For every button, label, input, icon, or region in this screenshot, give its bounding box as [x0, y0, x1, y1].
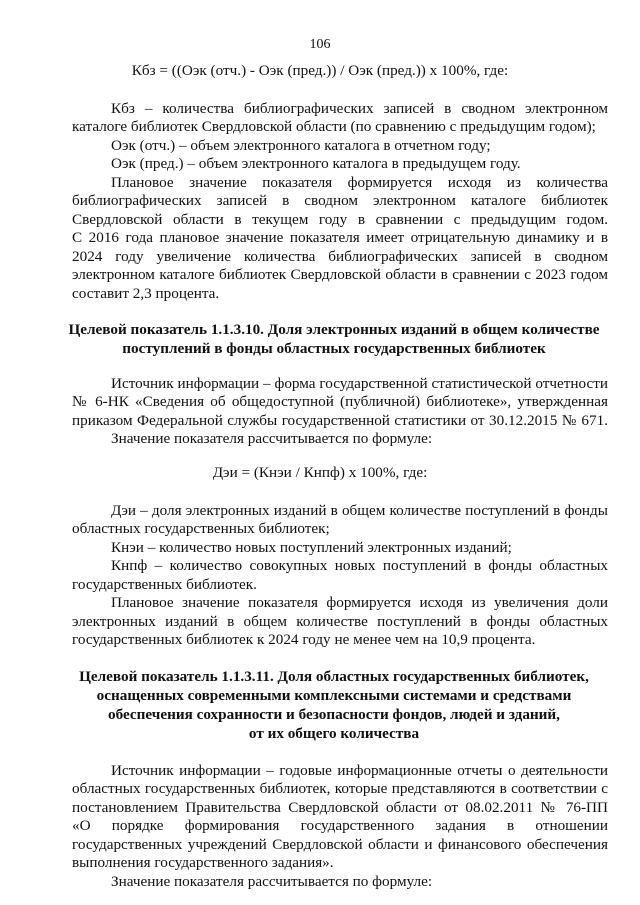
- text-line: областных государственных библиотек, которые представляются в соответствии с: [72, 780, 608, 797]
- text-line: Свердловской области в текущем году в сравнении с предыдущим годом.: [72, 211, 608, 228]
- text-line: приказом Федеральной службы государственной статистики от 30.12.2015 № 671.: [72, 412, 608, 429]
- text-line: 2024 году увеличение количества библиографических записей в сводном: [72, 248, 608, 265]
- text-line: областных государственных библиотек;: [72, 520, 330, 537]
- text-line: каталоге библиотек Свердловской области (по сравнению с предыдущим годом);: [72, 118, 596, 135]
- heading-line: Целевой показатель 1.1.3.10. Доля электронных изданий в общем количестве: [68, 321, 600, 338]
- text-line: выполнения государственного задания».: [72, 854, 334, 871]
- page-number: 106: [309, 37, 331, 52]
- section-heading: [60, 667, 608, 743]
- heading-line: поступлений в фонды областных государственных библиотек: [122, 340, 546, 357]
- heading-line: от их общего количества: [248, 725, 420, 742]
- text-line: Кнпф – количество совокупных новых поступлений в фонды областных: [111, 557, 608, 574]
- section-heading: [60, 320, 608, 358]
- text-line: Значение показателя рассчитывается по формуле:: [111, 430, 433, 447]
- text-line: Оэк (отч.) – объем электронного каталога в отчетном году;: [111, 137, 491, 154]
- text-line: Оэк (пред.) – объем электронного каталога в предыдущем году.: [111, 155, 521, 172]
- heading-line: обеспечения сохранности и безопасности фондов, людей и зданий,: [108, 706, 560, 723]
- heading-line: Целевой показатель 1.1.3.11. Доля областных государственных библиотек,: [79, 668, 589, 685]
- text-line: составит 2,3 процента.: [72, 285, 220, 302]
- text-line: государственных библиотек к 2024 году не менее чем на 10,9 процента.: [72, 631, 536, 648]
- text-line: Плановое значение показателя формируется исходя из увеличения доли: [111, 594, 608, 611]
- text-line: № 6-НК «Сведения об общедоступной (публичной) библиотеке», утвержденная: [72, 393, 608, 410]
- text-line: Кбз – количества библиографических записей в сводном электронном: [111, 100, 608, 117]
- text-line: государственных библиотек.: [72, 576, 257, 593]
- text-line: Кнэи – количество новых поступлений электронных изданий;: [111, 539, 512, 556]
- text-line: Источник информации – форма государственной статистической отчетности: [111, 375, 608, 392]
- text-line: электронных изданий в общем количестве поступлений в фонды областных: [72, 613, 608, 630]
- text-line: постановлением Правительства Свердловской области от 08.02.2011 № 76-ПП: [72, 799, 608, 816]
- heading-line: оснащенных современными комплексными системами и средствами: [96, 687, 572, 704]
- formula-kbz: Кбз = ((Оэк (отч.) - Оэк (пред.)) / Оэк (пред.)) x 100%, где:: [131, 62, 509, 79]
- text-line: Значение показателя рассчитывается по формуле:: [111, 873, 433, 890]
- text-line: электронном каталоге библиотек Свердловской области в сравнении с 2023 годом: [72, 266, 608, 283]
- text-line: С 2016 года плановое значение показателя имеет отрицательную динамику и в: [72, 229, 608, 246]
- text-line: государственных учреждений Свердловской области и финансового обеспечения: [72, 836, 608, 853]
- text-line: Дэи – доля электронных изданий в общем количестве поступлений в фонды: [111, 502, 608, 519]
- text-line: Источник информации – годовые информационные отчеты о деятельности: [111, 762, 608, 779]
- text-line: «О порядке формирования государственного задания в отношении: [72, 817, 608, 834]
- formula-dei: Дэи = (Кнэи / Кнпф) x 100%, где:: [212, 464, 428, 481]
- text-line: Плановое значение показателя формируется исходя из количества: [111, 174, 608, 191]
- text-line: библиографических записей в сводном электронном каталоге библиотек: [72, 192, 608, 209]
